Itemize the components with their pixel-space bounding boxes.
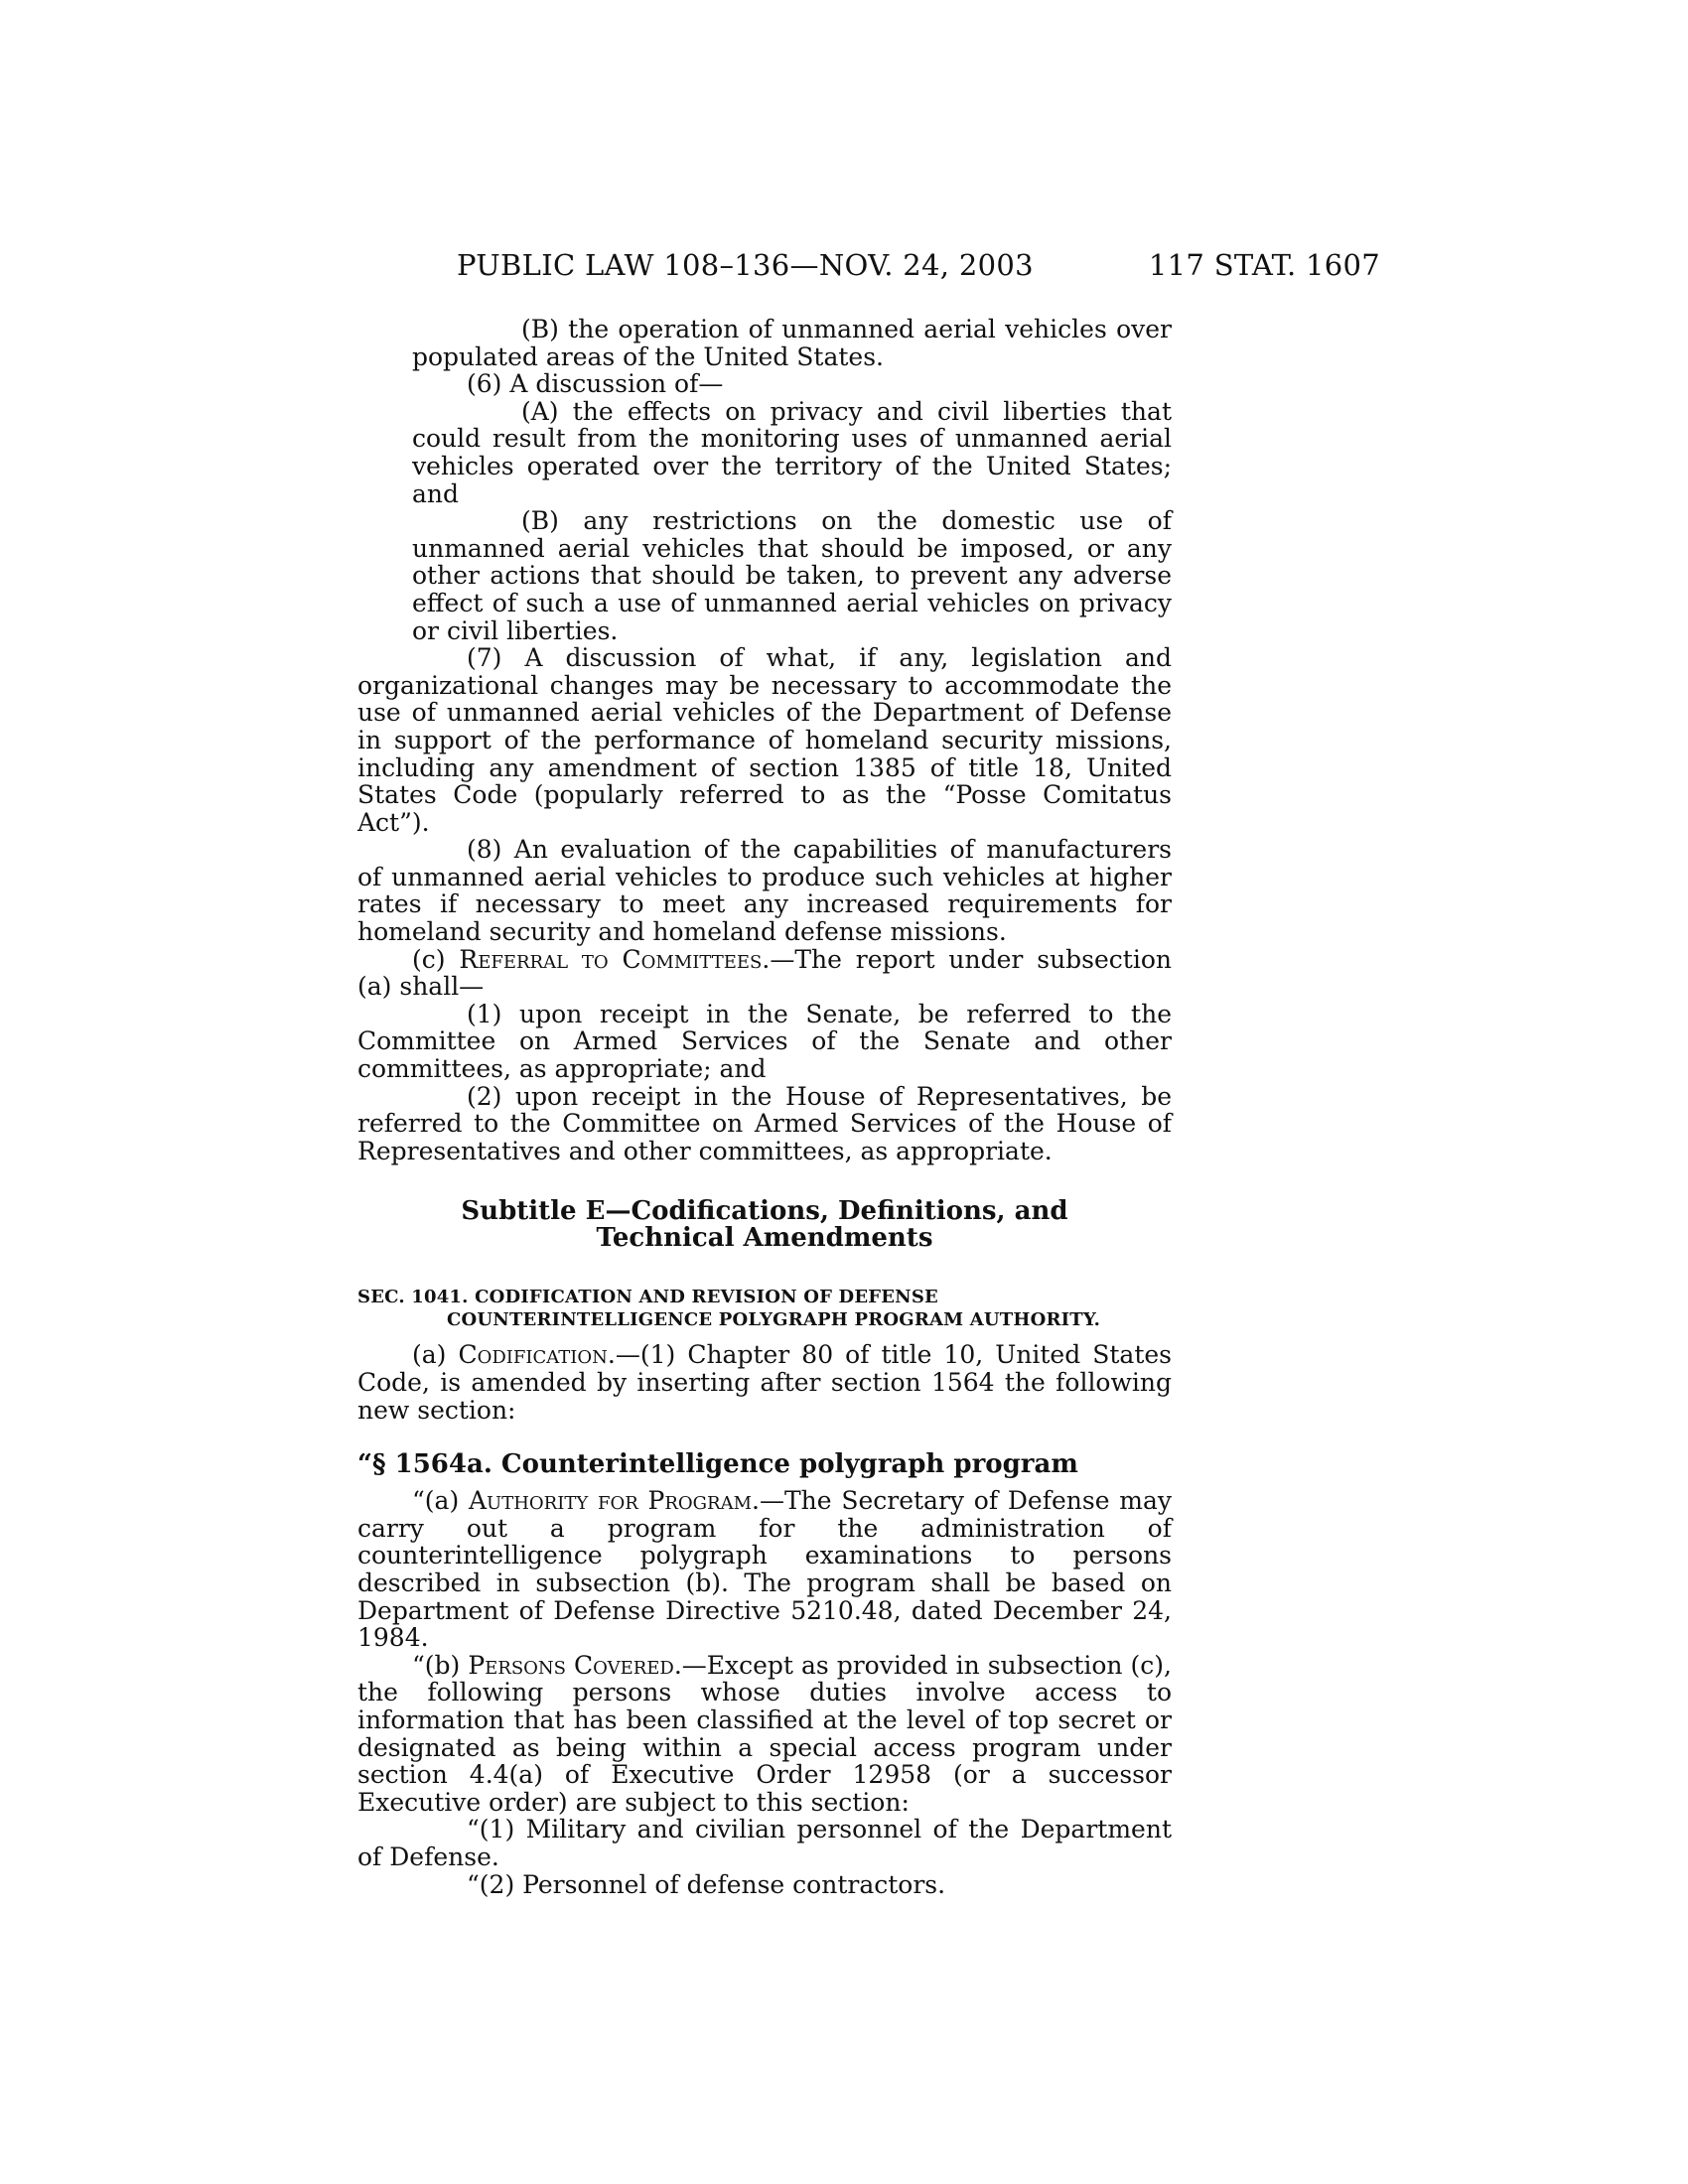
new-subsection-a-label: “(a) (412, 1486, 469, 1516)
subtitle-heading: Subtitle E—Codifications, Definitions, and Technical Amendments (461, 1196, 1068, 1254)
new-paragraph-b1: “(1) Military and civilian personnel of the Department of Defense. (357, 1815, 1172, 1871)
section-heading: SEC. 1041. CODIFICATION AND REVISION OF DEFENSE COUNTERINTELLIGENCE POLYGRAPH PROGRAM AUTHORITY. (357, 1287, 1101, 1331)
new-subsection-a-text: —The Secretary of Defense may carry out a program for the administration of counterintelligence polygraph examinations to persons described in subsection (b). The program shall be based on Department of Defense Directive 5210.48, dated December 24, 1984. (357, 1486, 1173, 1653)
subsection-c-heading: Referral to Committees. (459, 944, 771, 974)
subsection-a (357, 1341, 1172, 1424)
paragraph-c1: (1) upon receipt in the Senate, be referred to the Committee on Armed Services of the Senate and other committees, as appropriate; and (357, 999, 1172, 1084)
new-subsection-b-label: “(b) (412, 1650, 469, 1680)
running-header (457, 248, 1380, 288)
paragraph-6a: (A) the effects on privacy and civil liberties that could result from the monitoring uses of unmanned aerial vehicles operated over the territory of the United States; and (412, 396, 1172, 508)
page-body (357, 316, 1172, 1898)
subsection-a-text: —(1) Chapter 80 of title 10, United States Code, is amended by inserting after section 1564 the following new section: (357, 1340, 1173, 1425)
paragraph-c2: (2) upon receipt in the House of Representatives, be referred to the Committee on Armed Services of the House of Representatives and other committees, as appropriate. (357, 1081, 1172, 1165)
new-subsection-b (357, 1652, 1172, 1817)
new-subsection-a (357, 1487, 1172, 1652)
subsection-a-label: (a) (412, 1340, 459, 1370)
paragraph-8: (8) An evaluation of the capabilities of manufacturers of unmanned aerial vehicles to produce such vehicles at higher rates if necessary to meet any increased requirements for homeland security and homeland defense missions. (357, 835, 1172, 947)
new-section-title: “§ 1564a. Counterintelligence polygraph program (357, 1449, 1078, 1480)
law-citation: PUBLIC LAW 108–136—NOV. 24, 2003 (457, 248, 1034, 282)
paragraph-b-operation: (B) the operation of unmanned aerial vehicles over populated areas of the United States. (412, 315, 1172, 371)
new-subsection-b-text: —Except as provided in subsection (c), the following persons whose duties involve access to information that has been classified at the level of top secret or designated as being within a special access program under section 4.4(a) of Executive Order 12958 (or a successor Executive order) are subject to this section: (357, 1650, 1172, 1817)
new-subsection-a-heading: Authority for Program. (468, 1486, 760, 1516)
subsection-c (357, 946, 1172, 1001)
paragraph-6: (6) A discussion of— (467, 369, 724, 399)
paragraph-7: (7) A discussion of what, if any, legislation and organizational changes may be necessary to accommodate the use of unmanned aerial vehicles of the Department of Defense in support of the performance of homeland security missions, including any amendment of section 1385 of title 18, United States Code (popularly referred to as the “Posse Comitatus Act”). (357, 643, 1172, 837)
new-subsection-b-heading: Persons Covered. (468, 1650, 682, 1680)
subsection-c-text: —The report under subsection (a) shall— (357, 944, 1172, 1002)
subsection-a-heading: Codification. (458, 1340, 616, 1370)
statute-page-number: 117 STAT. 1607 (1148, 248, 1380, 282)
subsection-c-label: (c) (412, 944, 460, 974)
new-paragraph-b2: “(2) Personnel of defense contractors. (467, 1869, 946, 1899)
paragraph-6b: (B) any restrictions on the domestic use of unmanned aerial vehicles that should be imposed, or any other actions that should be taken, to prevent any adverse effect of such a use of unmanned aerial vehicles on privacy or civil liberties. (412, 506, 1172, 645)
